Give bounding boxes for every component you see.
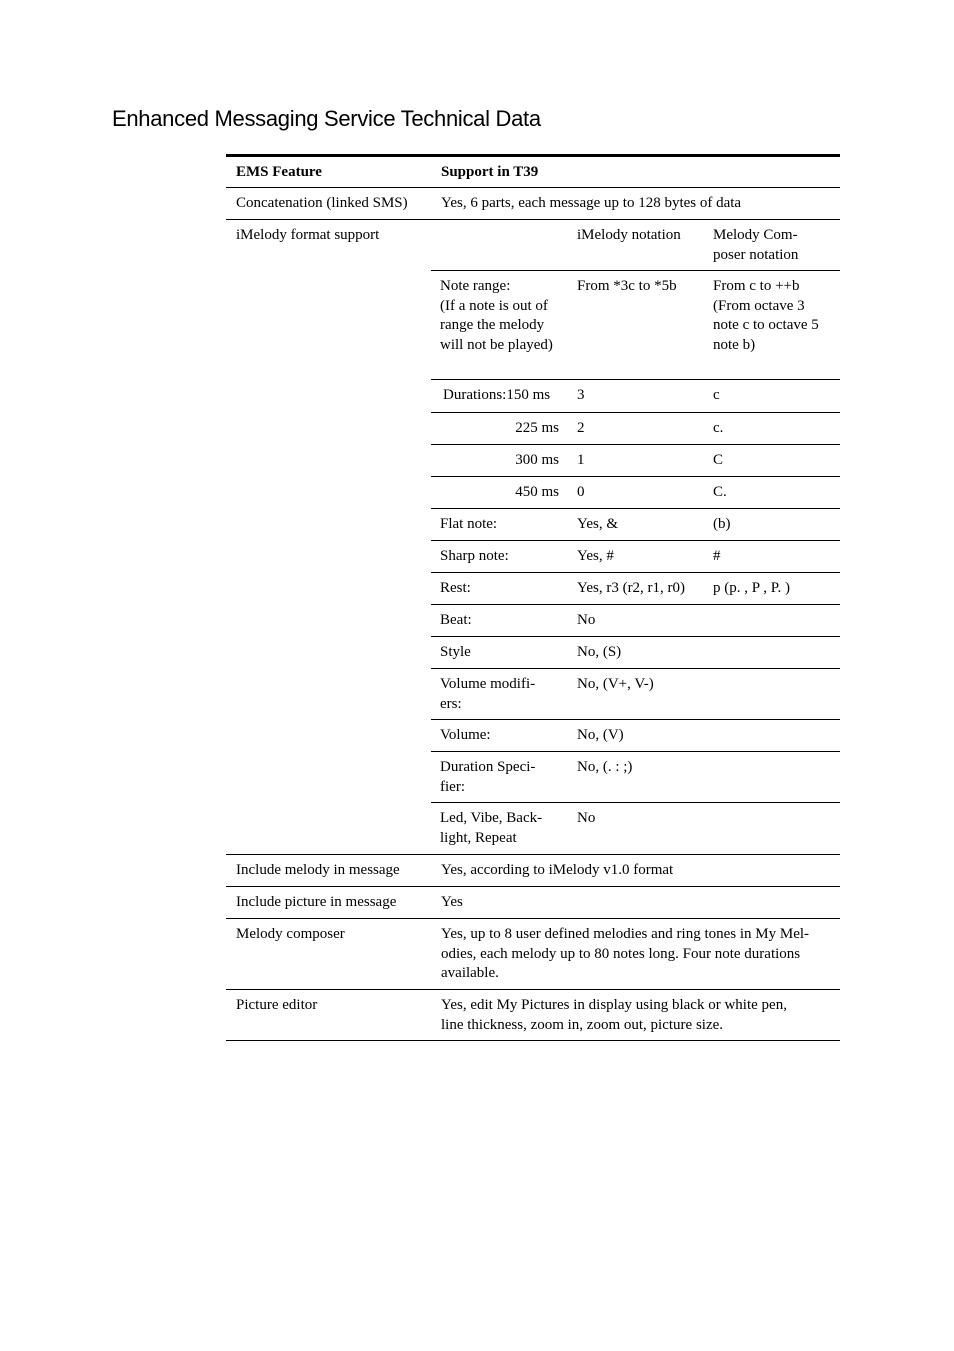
subtable-row <box>431 637 840 669</box>
sub-label: Style <box>440 644 471 660</box>
sub-imelody: 1 <box>577 452 585 468</box>
sub-composer <box>703 803 840 854</box>
sub-label: 300 ms <box>515 452 559 468</box>
sub-composer: C <box>713 452 724 468</box>
sub-imelody: 0 <box>577 484 585 500</box>
sub-composer: (b) <box>713 516 731 532</box>
support-cell: Yes, up to 8 user defined melodies and ring tones in My Mel- odies, each melody up to 80 notes long. Four note durations available. <box>441 926 810 981</box>
sub-label: Volume: <box>440 727 491 743</box>
subtable-row <box>431 573 840 605</box>
sub-label: Durations:150 ms <box>443 387 551 403</box>
table-header-row <box>226 154 840 188</box>
sub-composer <box>703 720 840 751</box>
sub-imelody: No, (. : ;) <box>577 759 633 775</box>
sub-imelody: Yes, r3 (r2, r1, r0) <box>577 580 686 596</box>
imelody-row <box>226 220 840 855</box>
sub-imelody: No, (S) <box>577 644 622 660</box>
sub-imelody: 3 <box>577 387 585 403</box>
support-cell: Yes, 6 parts, each message up to 128 bytes of data <box>441 195 742 211</box>
feature-cell: Include melody in message <box>236 862 400 878</box>
header-support: Support in T39 <box>441 164 539 180</box>
imelody-subtable <box>431 220 840 854</box>
sub-label: Note range: (If a note is out of range the melody will not be played) <box>440 278 553 353</box>
sub-composer: c. <box>713 420 724 436</box>
sub-imelody: No <box>577 612 596 628</box>
sub-header-composer: Melody Com- poser notation <box>713 227 799 263</box>
sub-composer <box>703 669 840 719</box>
table-row <box>226 887 840 919</box>
subtable-row <box>431 509 840 541</box>
sub-label: Duration Speci- fier: <box>440 759 536 795</box>
feature-cell: iMelody format support <box>236 227 380 243</box>
subtable-row <box>431 380 840 413</box>
sub-imelody: No <box>577 810 596 826</box>
table-row <box>226 990 840 1041</box>
sub-label: Beat: <box>440 612 472 628</box>
subtable-row <box>431 803 840 854</box>
sub-header-imelody: iMelody notation <box>577 227 681 243</box>
subtable-row <box>431 752 840 803</box>
subtable-header-row <box>431 220 840 271</box>
ems-table <box>226 154 840 1041</box>
sub-label: 225 ms <box>515 420 559 436</box>
sub-composer <box>703 752 840 802</box>
table-row <box>226 855 840 887</box>
subtable-row <box>431 413 840 445</box>
sub-label: 450 ms <box>515 484 559 500</box>
feature-cell: Concatenation (linked SMS) <box>236 195 408 211</box>
subtable-row <box>431 669 840 720</box>
subtable-row <box>431 477 840 509</box>
page-title: Enhanced Messaging Service Technical Data <box>112 106 541 131</box>
sub-label: Flat note: <box>440 516 498 532</box>
sub-composer: C. <box>713 484 727 500</box>
sub-imelody: No, (V+, V-) <box>577 676 654 692</box>
sub-imelody: From *3c to *5b <box>577 278 677 294</box>
feature-cell: Picture editor <box>236 997 318 1013</box>
subtable-row <box>431 271 840 380</box>
feature-cell: Melody composer <box>236 926 345 942</box>
sub-imelody: 2 <box>577 420 585 436</box>
table-row <box>226 188 840 220</box>
sub-imelody: Yes, & <box>577 516 618 532</box>
subtable-row <box>431 445 840 477</box>
header-ems-feature: EMS Feature <box>236 164 322 180</box>
sub-composer: c <box>713 387 720 403</box>
sub-label: Volume modifi- ers: <box>440 676 536 712</box>
sub-header-blank <box>431 220 567 270</box>
support-cell: Yes, edit My Pictures in display using black or white pen, line thickness, zoom in, zoom out, picture size. <box>441 997 787 1033</box>
subtable-row <box>431 605 840 637</box>
support-cell: Yes <box>441 894 463 910</box>
sub-imelody: Yes, # <box>577 548 614 564</box>
sub-label: Sharp note: <box>440 548 509 564</box>
sub-composer <box>703 637 840 668</box>
subtable-row <box>431 541 840 573</box>
sub-composer: From c to ++b (From octave 3 note c to octave 5 note b) <box>713 278 819 353</box>
sub-composer <box>703 605 840 636</box>
support-cell: Yes, according to iMelody v1.0 format <box>441 862 674 878</box>
sub-composer: p (p. , P , P. ) <box>713 580 790 596</box>
sub-imelody: No, (V) <box>577 727 624 743</box>
sub-label: Led, Vibe, Back- light, Repeat <box>440 810 543 846</box>
sub-composer: # <box>713 548 721 564</box>
sub-label: Rest: <box>440 580 471 596</box>
feature-cell: Include picture in message <box>236 894 397 910</box>
subtable-row <box>431 720 840 752</box>
table-row <box>226 919 840 990</box>
